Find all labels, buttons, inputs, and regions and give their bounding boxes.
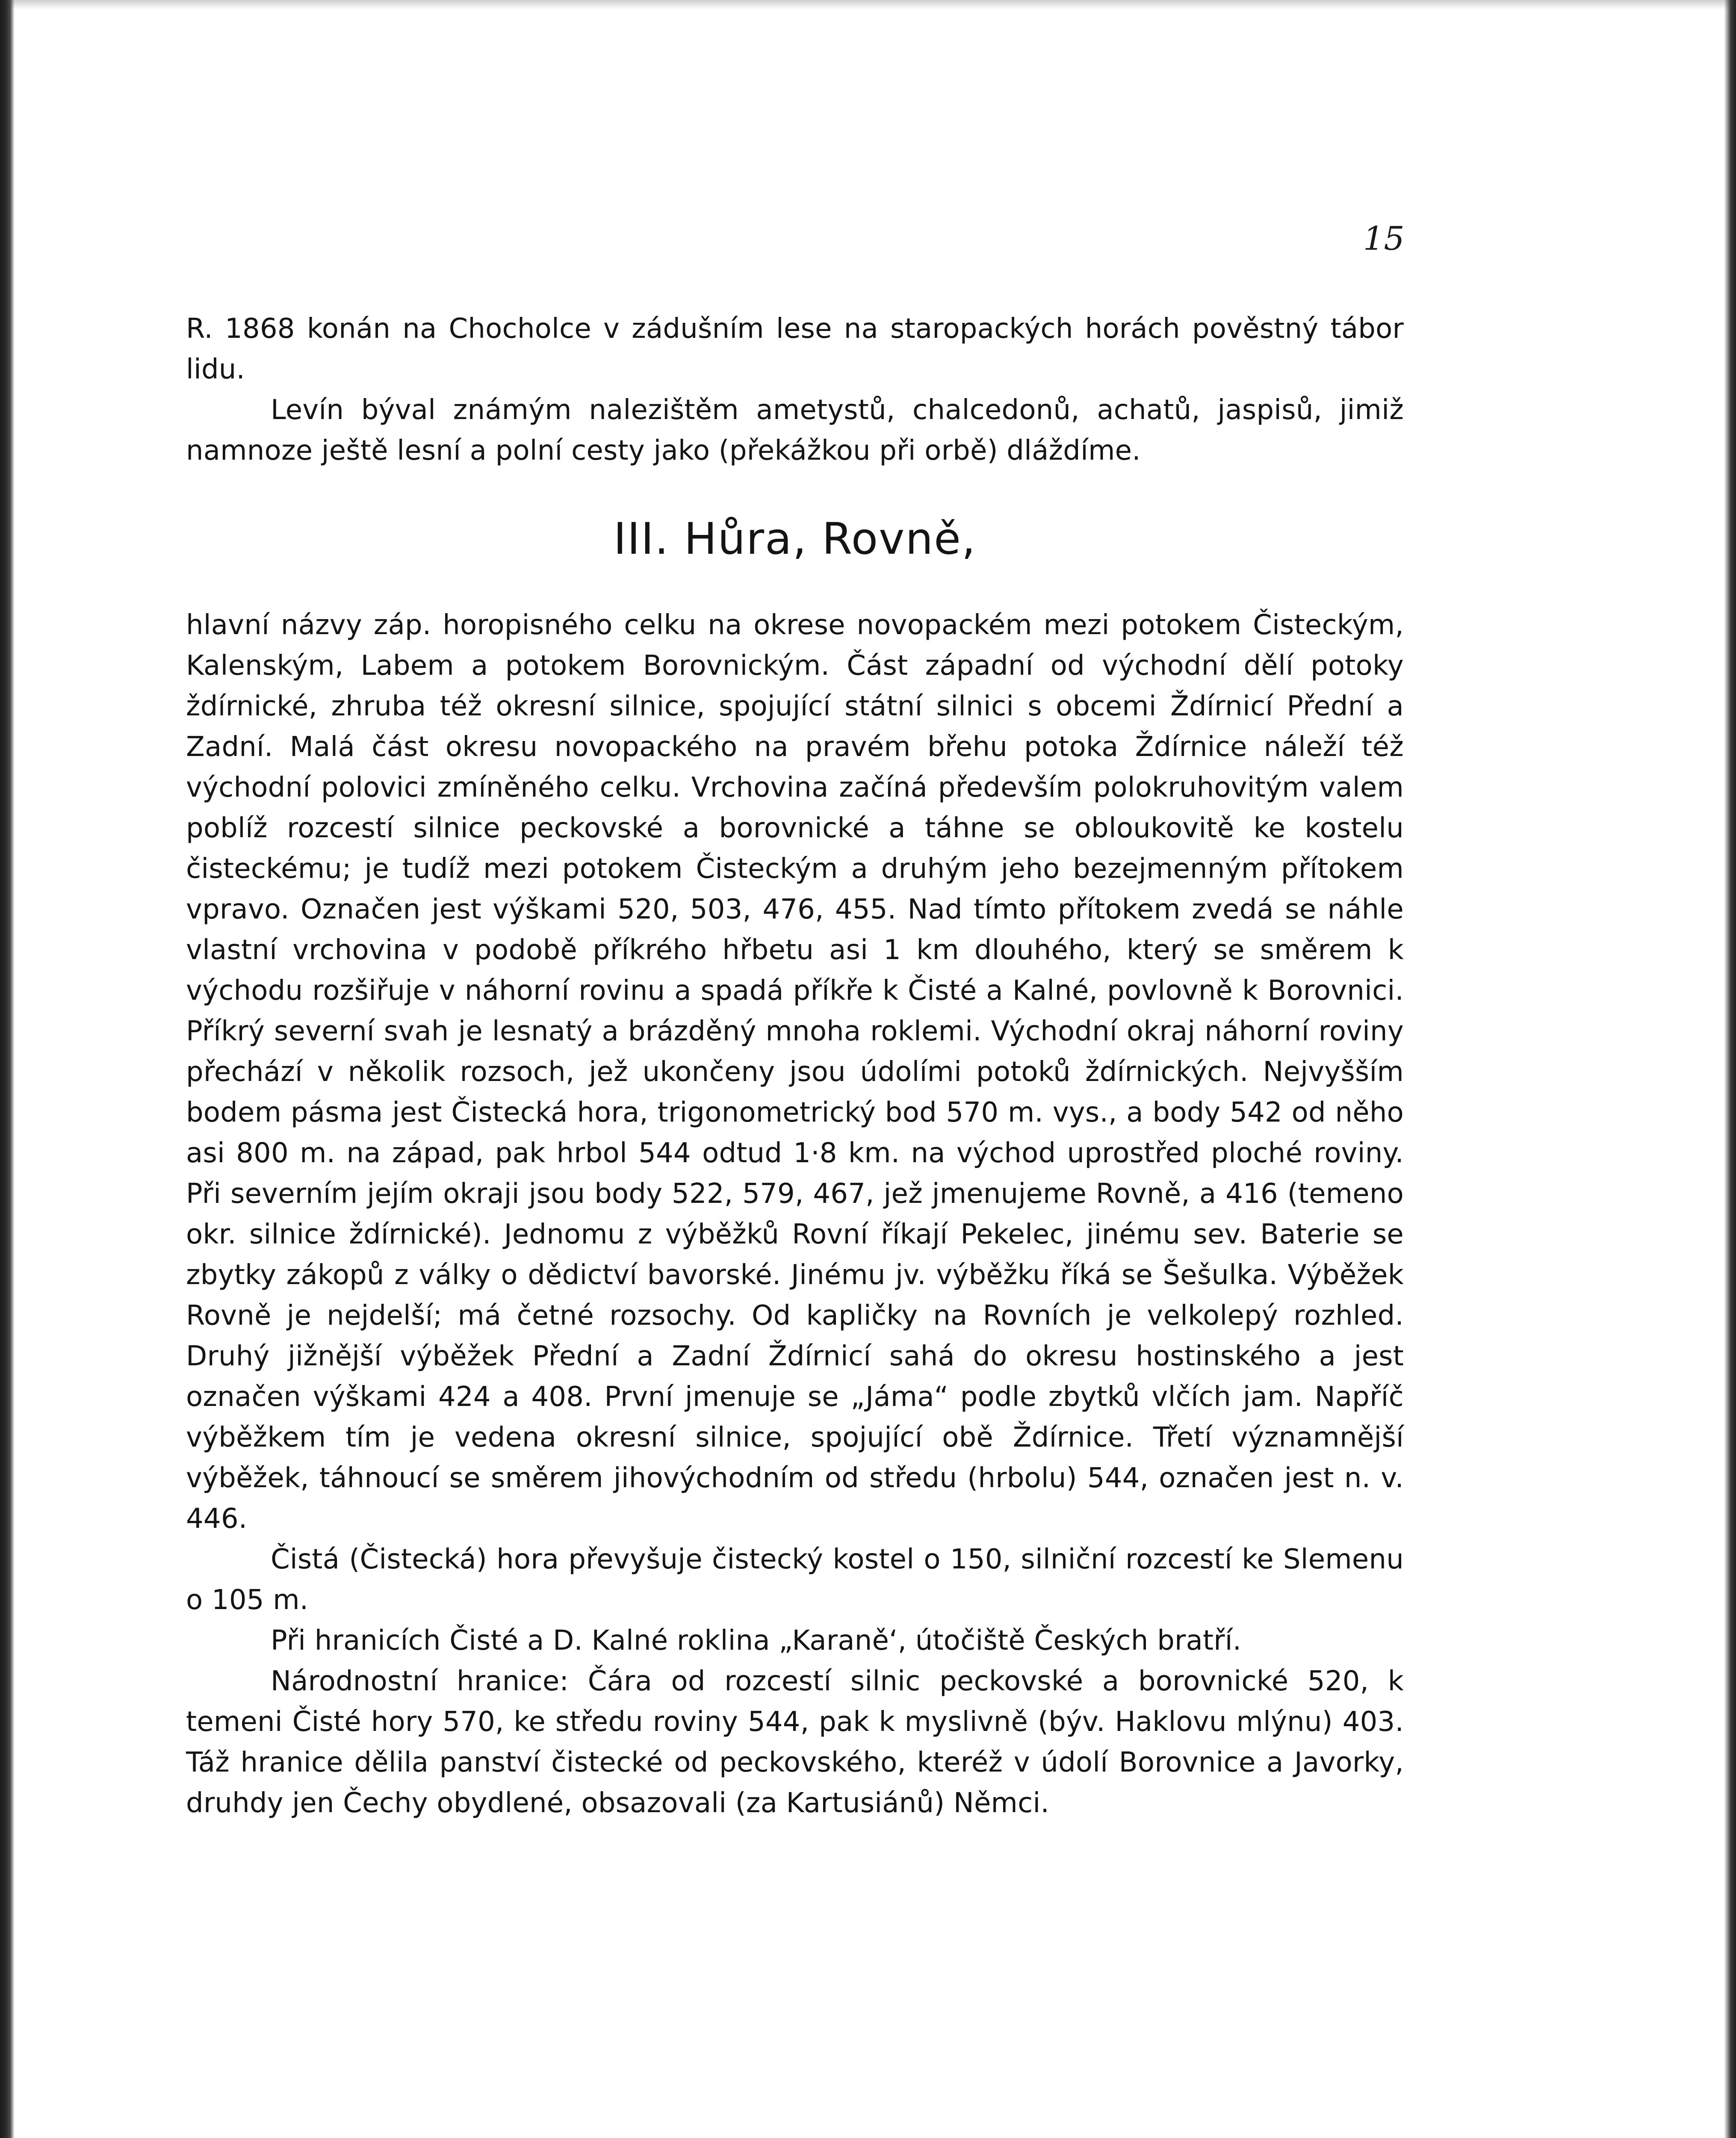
section-paragraph-2: Čistá (Čistecká) hora převyšuje čistecký kostel o 150, silniční rozcestí ke Slemenu o 105 m.: [186, 1544, 1404, 1616]
scan-left-edge: [0, 0, 15, 2138]
page-number: 15: [1363, 219, 1405, 257]
section-paragraph-3: Při hranicích Čisté a D. Kalné roklina „Karaně‘, útočiště Českých bratří.: [271, 1625, 1242, 1657]
section-paragraph-4: Národnostní hranice: Čára od rozcestí silnic peckovské a borovnické 520, k temeni Čisté hory 570, ke středu roviny 544, pak k myslivně (býv. Haklovu mlýnu) 403. Táž hranice dělila panství čistecké od peckovského, kteréž v údolí Borovnice a Javorky, druhdy jen Čechy obydlené, obsazovali (za Kartusiánů) Němci.: [186, 1666, 1404, 1819]
intro-paragraph-1: R. 1868 konán na Chocholce v zádušním lese na staropackých horách pověstný tábor lidu.: [186, 313, 1404, 385]
page-body: [186, 309, 1404, 1824]
section-paragraph-1: hlavní názvy záp. horopisného celku na okrese novopackém mezi potokem Čisteckým, Kalenským, Labem a potokem Borovnickým. Část západní od východní dělí potoky ždírnické, zhruba též okresní silnice, spojující státní silnici s obcemi Ždírnicí Přední a Zadní. Malá část okresu novopackého na pravém břehu potoka Ždírnice náleží též východní polovici zmíněného celku. Vrchovina začíná především polokruhovitým valem poblíž rozcestí silnice peckovské a borovnické a táhne se obloukovitě ke kostelu čisteckému; je tudíž mezi potokem Čisteckým a druhým jeho bezejmenným přítokem vpravo. Označen jest výškami 520, 503, 476, 455. Nad tímto přítokem zvedá se náhle vlastní vrchovina v podobě příkrého hřbetu asi 1 km dlouhého, který se směrem k východu rozšiřuje v náhorní rovinu a spadá příkře k Čisté a Kalné, povlovně k Borovnici. Příkrý severní svah je lesnatý a brázděný mnoha roklemi. Východní okraj náhorní roviny přechází v několik rozsoch, jež ukončeny jsou údolími potoků ždírnických. Nejvyšším bodem pásma jest Čistecká hora, trigonometrický bod 570 m. vys., a body 542 od něho asi 800 m. na západ, pak hrbol 544 odtud 1·8 km. na východ uprostřed ploché roviny. Při severním jejím okraji jsou body 522, 579, 467, jež jmenujeme Rovně, a 416 (temeno okr. silnice ždírnické). Jednomu z výběžků Rovní říkají Pekelec, jinému sev. Baterie se zbytky zákopů z války o dědictví bavorské. Jinému jv. výběžku říká se Šešulka. Výběžek Rovně je nejdelší; má četné rozsochy. Od kapličky na Rovních je velkolepý rozhled. Druhý jižnější výběžek Přední a Zadní Ždírnicí sahá do okresu hostinského a jest označen výškami 424 a 408. První jmenuje se „Jáma“ podle zbytků vlčích jam. Napříč výběžkem tím je vedena okresní silnice, spojující obě Ždírnice. Třetí významnější výběžek, táhnoucí se směrem jihovýchodním od středu (hrbolu) 544, označen jest n. v. 446.: [186, 609, 1404, 1535]
scan-top-edge: [0, 0, 1736, 9]
scan-right-edge: [1724, 0, 1736, 2138]
section-heading: III. Hůra, Rovně,: [613, 514, 977, 564]
intro-paragraph-2: Levín býval známým nalezištěm ametystů, chalcedonů, achatů, jaspisů, jimiž namnoze ještě lesní a polní cesty jako (překážkou při orbě) dláždíme.: [186, 394, 1404, 467]
